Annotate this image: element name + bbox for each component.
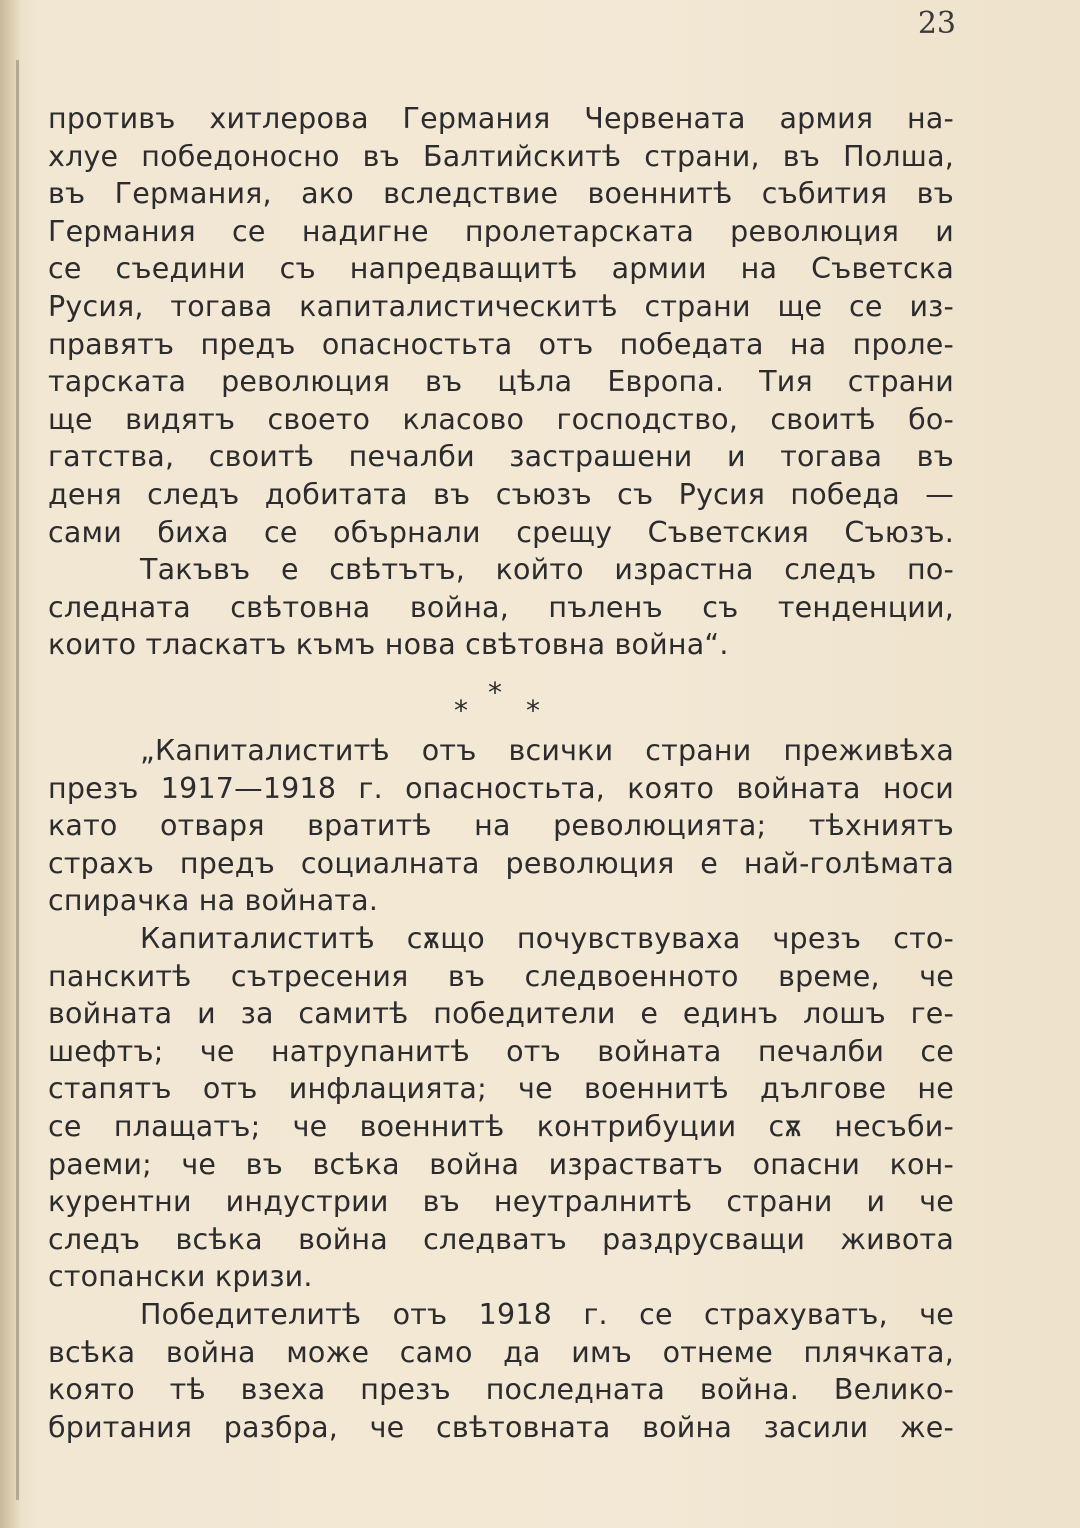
section-separator	[0, 676, 1080, 736]
text-line: Победителитѣ отъ 1918 г. се страхуватъ, че	[140, 1297, 954, 1331]
separator-star-top: *	[488, 676, 502, 709]
text-line: раеми; че въ всѣка война израстватъ опасни кон-	[48, 1147, 954, 1181]
text-line: противъ хитлерова Германия Червената армия на-	[48, 102, 954, 135]
text-line: стапятъ отъ инфлацията; че военнитѣ дългове не	[48, 1072, 954, 1106]
text-line: презъ 1917—1918 г. опасностьта, която войната носи	[48, 771, 954, 805]
separator-star-left: *	[454, 694, 468, 727]
text-line: шефтъ; че натрупанитѣ отъ войната печалби се	[48, 1034, 954, 1068]
text-line: Такъвъ е свѣтътъ, който израстна следъ по-	[140, 553, 954, 587]
text-line: деня следъ добитата въ съюзъ съ Русия победа —	[48, 477, 954, 511]
binding-line	[16, 60, 19, 1500]
text-line: спирачка на войната.	[48, 884, 379, 918]
text-line: Капиталиститѣ сѫщо почувствуваха чрезъ сто-	[140, 921, 954, 955]
text-line: правятъ предъ опасностьта отъ победата на проле-	[48, 327, 954, 361]
text-line: Германия се надигне пролетарската революция и	[48, 214, 954, 248]
text-line: гатства, своитѣ печалби застрашени и тогава въ	[48, 440, 954, 474]
text-line: страхъ предъ социалната революция е най-голѣмата	[48, 846, 954, 880]
text-line: която тѣ взеха презъ последната война. Велико-	[48, 1373, 954, 1407]
text-line: войната и за самитѣ победители е единъ лошъ ге-	[48, 997, 954, 1031]
text-line: стопански кризи.	[48, 1260, 313, 1294]
text-block-lower	[48, 732, 954, 1446]
text-block-upper	[48, 100, 954, 664]
text-line: следната свѣтовна война, пъленъ съ тенденции,	[48, 590, 954, 624]
text-line: като отваря вратитѣ на революцията; тѣхниятъ	[48, 809, 954, 843]
text-line: британия разбра, че свѣтовната война засили же-	[48, 1410, 954, 1444]
text-line: тарската революция въ цѣла Европа. Тия страни	[48, 365, 954, 399]
text-line: ще видятъ своето класово господство, своитѣ бо-	[48, 402, 954, 436]
text-line: панскитѣ сътресения въ следвоенното време, че	[48, 959, 954, 993]
text-line: въ Германия, ако вследствие военнитѣ събития въ	[48, 177, 954, 211]
text-line: Русия, тогава капиталистическитѣ страни ще се из-	[48, 289, 954, 323]
text-line: хлуе победоносно въ Балтийскитѣ страни, въ Полша,	[48, 139, 954, 173]
text-line: които тласкатъ къмъ нова свѣтовна война“.	[48, 628, 729, 662]
text-line: се плащатъ; че военнитѣ контрибуции сѫ несъби-	[48, 1109, 954, 1143]
separator-star-right: *	[526, 694, 540, 727]
text-line: сами биха се обърнали срещу Съветския Съюзъ.	[48, 515, 954, 549]
text-line: курентни индустрии въ неутралнитѣ страни и че	[48, 1185, 954, 1219]
text-line: всѣка война може само да имъ отнеме плячката,	[48, 1335, 954, 1369]
text-line: се съедини съ напредващитѣ армии на Съветска	[48, 252, 954, 286]
page-number: 23	[917, 6, 956, 41]
text-line: „Капиталиститѣ отъ всички страни преживѣха	[140, 734, 954, 767]
text-line: следъ всѣка война следватъ раздрусващи живота	[48, 1222, 954, 1256]
